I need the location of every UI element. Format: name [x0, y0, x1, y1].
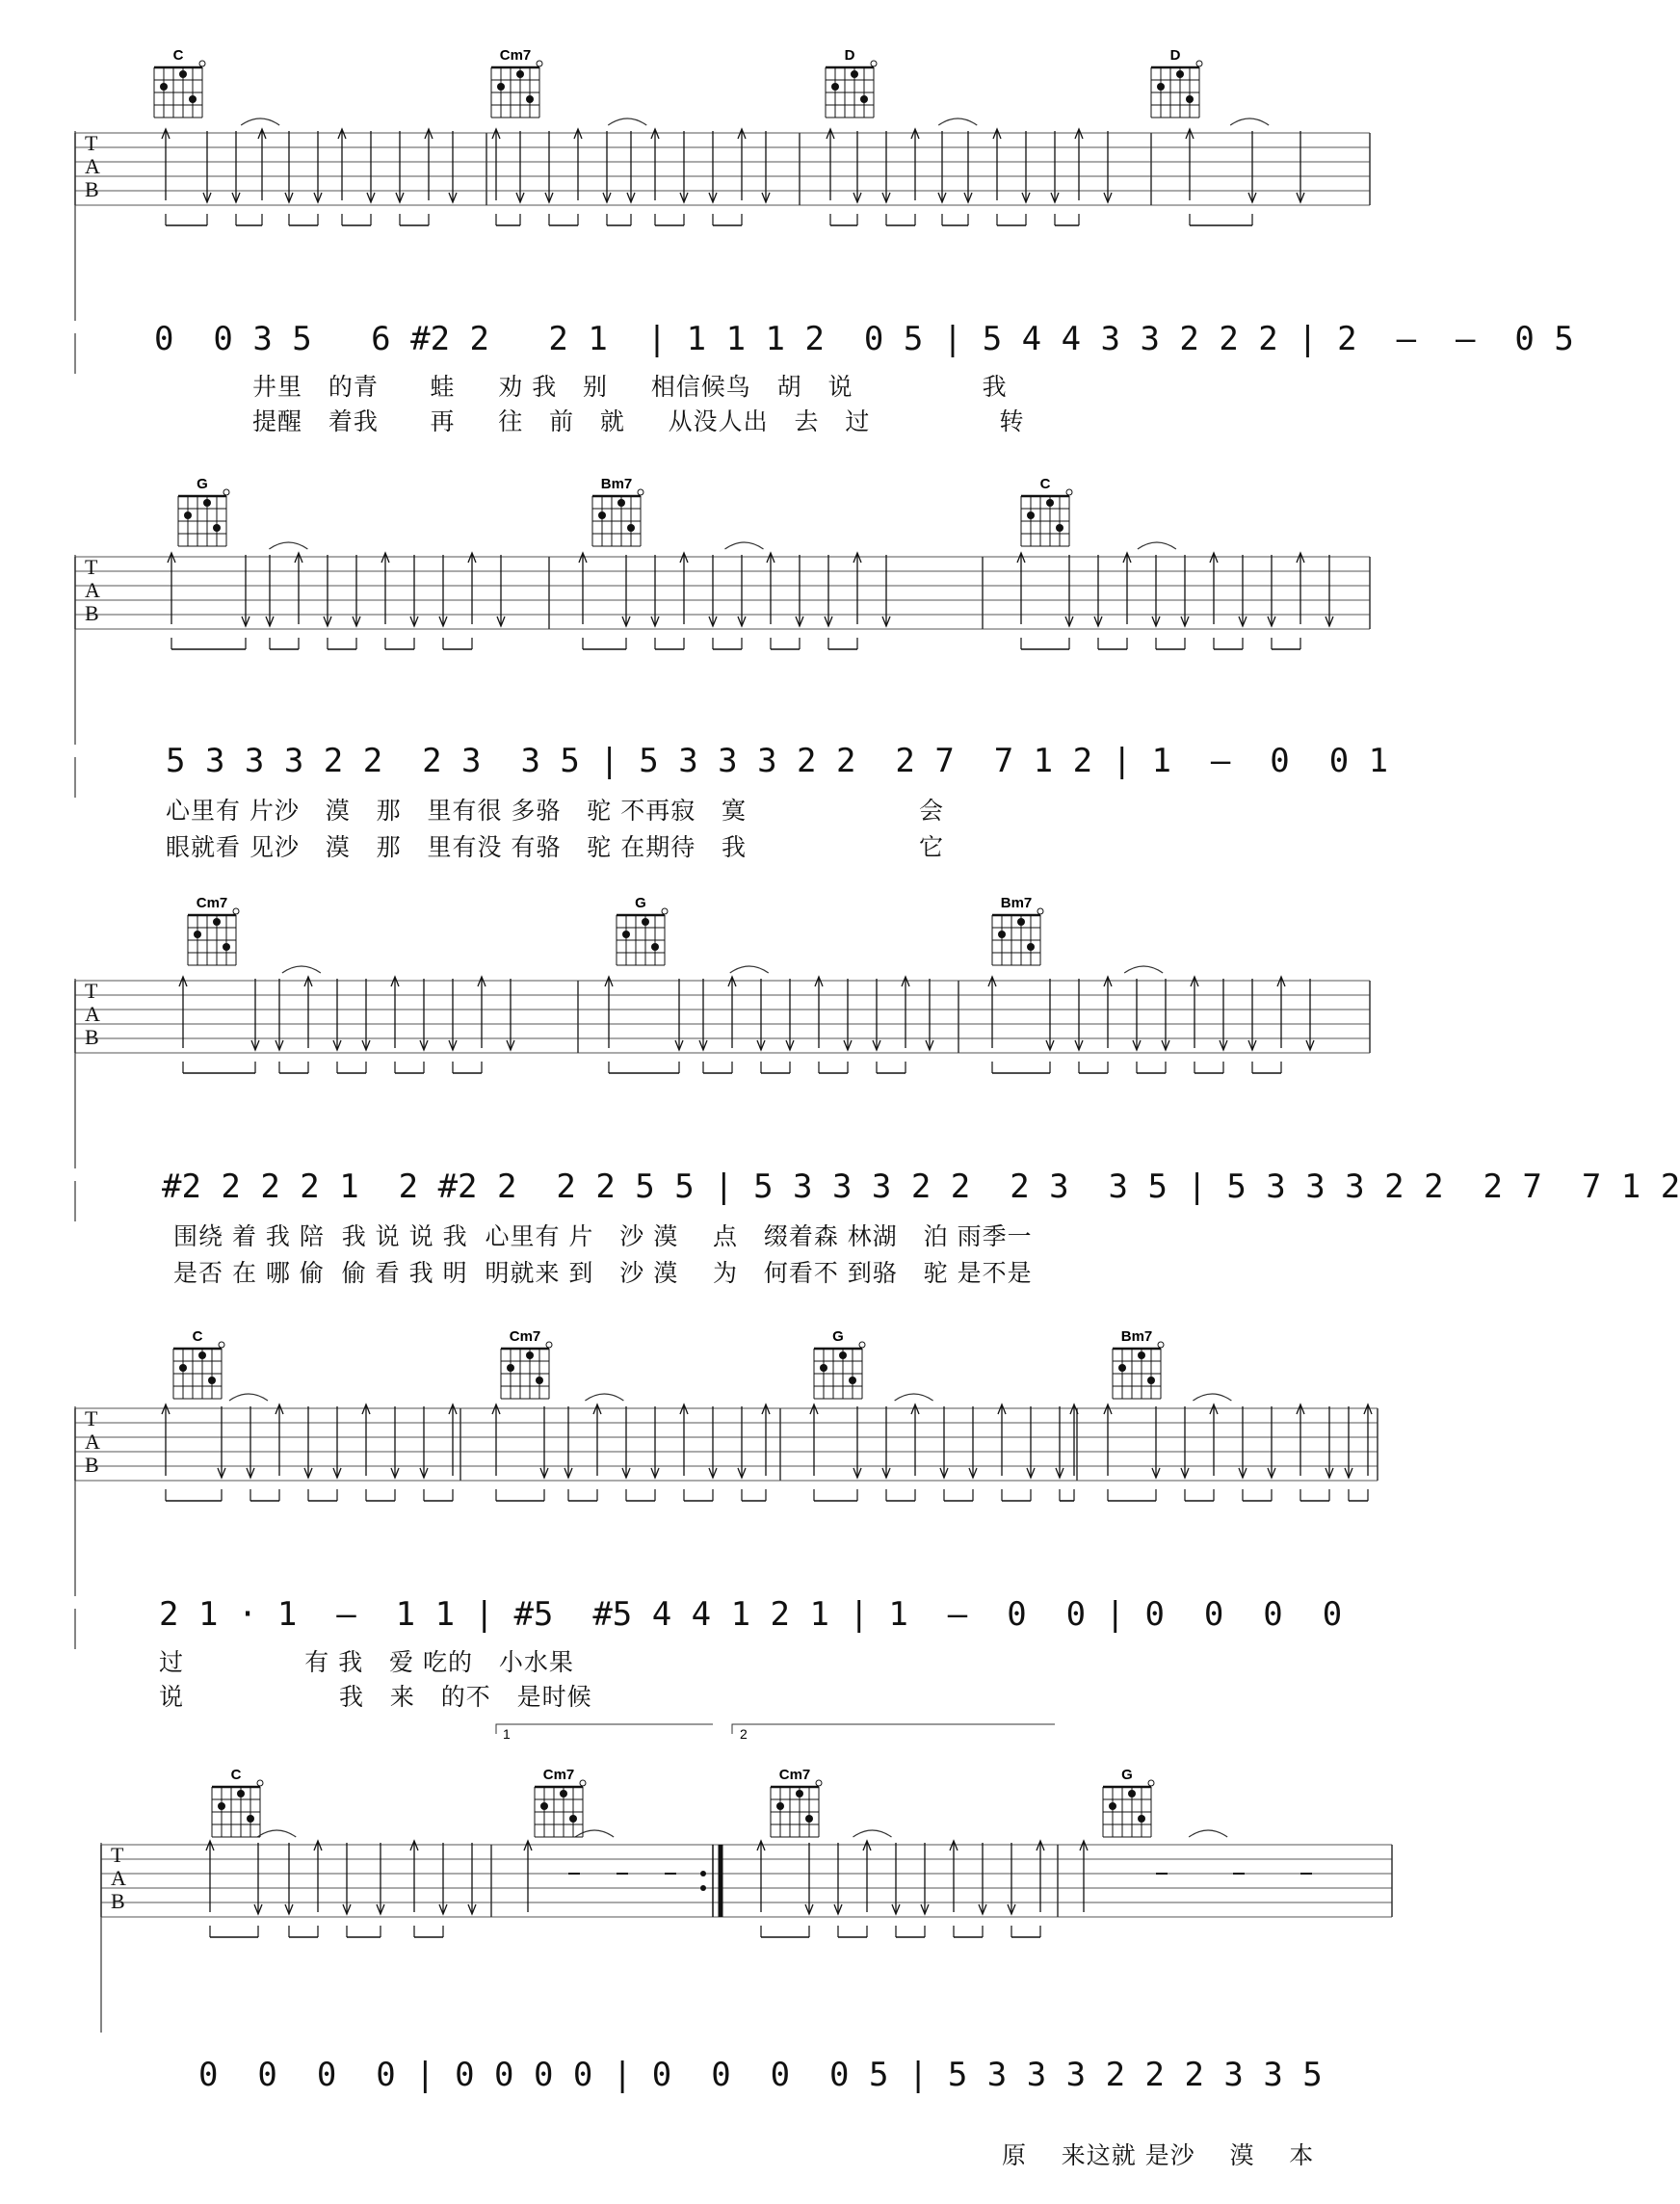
chord-diagram-5-2	[535, 1767, 586, 1837]
open-string-marker	[233, 908, 239, 914]
tie-arc	[585, 1394, 623, 1401]
tab-label-a: A	[85, 154, 100, 178]
tie-arc	[1193, 1394, 1231, 1401]
finger-dot	[560, 1790, 567, 1797]
tie-arc	[1230, 118, 1269, 125]
open-string-marker	[223, 489, 229, 495]
finger-dot	[627, 524, 635, 532]
finger-dot	[622, 931, 630, 938]
open-string-marker	[257, 1780, 263, 1786]
chord-diagram-3-1	[188, 895, 239, 965]
chord-name: Bm7	[1000, 895, 1033, 911]
finger-dot	[179, 70, 187, 78]
finger-dot	[1176, 70, 1184, 78]
finger-dot	[642, 918, 649, 926]
chord-name: C	[172, 47, 184, 64]
finger-dot	[516, 70, 524, 78]
finger-dot	[223, 943, 230, 951]
repeat-dot	[700, 1871, 706, 1876]
finger-dot	[189, 95, 197, 103]
chord-diagram-2-2	[592, 476, 643, 546]
chord-name: C	[1039, 476, 1051, 492]
finger-dot	[1027, 943, 1035, 951]
tab-label-a: A	[111, 1866, 126, 1890]
open-string-marker	[1148, 1780, 1154, 1786]
tie-arc	[1124, 966, 1163, 973]
finger-dot	[179, 1364, 187, 1372]
finger-dot	[536, 1377, 543, 1384]
tie-arc	[575, 1830, 614, 1837]
chord-diagram-1-4	[1151, 47, 1202, 118]
finger-dot	[1056, 524, 1063, 532]
numbered-notation-line-4: 2 1 · 1 – 1 1 | #5 #5 4 4 1 2 1 | 1 – 0 0 | 0 0 0 0	[159, 1595, 1343, 1634]
finger-dot	[851, 70, 858, 78]
tab-label-t: T	[85, 555, 98, 579]
chord-name: G	[197, 476, 208, 492]
finger-dot	[860, 95, 868, 103]
finger-dot	[198, 1351, 206, 1359]
volta-2-bracket	[732, 1724, 1055, 1734]
tab-label-b: B	[85, 1453, 99, 1477]
finger-dot	[1109, 1802, 1116, 1810]
open-string-marker	[638, 489, 643, 495]
chord-diagrams	[154, 47, 1202, 1837]
tab-label-t: T	[85, 1406, 98, 1430]
finger-dot	[598, 512, 606, 519]
numbered-notation-line-1: 0 0 3 5 6 #2 2 2 1 | 1 1 1 2 0 5 | 5 4 4 3 3 2 2 2 | 2 – – 0 5	[154, 320, 1574, 358]
tab-label-b: B	[85, 601, 99, 625]
finger-dot	[1157, 83, 1165, 91]
finger-dot	[247, 1815, 254, 1823]
chord-diagram-1-2	[491, 47, 542, 118]
chord-diagram-5-4	[1103, 1767, 1154, 1837]
tab-label-b: B	[111, 1889, 125, 1913]
tie-arc	[608, 118, 646, 125]
chord-diagram-4-2	[501, 1328, 552, 1399]
chord-diagram-3-2	[617, 895, 668, 965]
finger-dot	[849, 1377, 856, 1384]
tab-label-a: A	[85, 1002, 100, 1026]
tie-arc	[1138, 542, 1176, 549]
tie-arc	[895, 1394, 933, 1401]
tie-arc	[853, 1830, 892, 1837]
chord-name: Bm7	[600, 476, 633, 492]
lyric-line-4b: 说 我 来 的不 是时候	[159, 1683, 592, 1711]
finger-dot	[998, 931, 1006, 938]
finger-dot	[805, 1815, 813, 1823]
finger-dot	[203, 499, 211, 507]
tie-arc	[269, 542, 307, 549]
chord-name: D	[844, 47, 855, 64]
chord-diagram-2-3	[1021, 476, 1072, 546]
lyric-line-5a: 原 来这就 是沙 漠 本	[1002, 2141, 1315, 2169]
open-string-marker	[1196, 61, 1202, 66]
lyric-line-4a: 过 有 我 爱 吃的 小水果	[159, 1648, 574, 1676]
finger-dot	[507, 1364, 514, 1372]
tie-arc	[730, 966, 769, 973]
repeat-dot	[700, 1885, 706, 1891]
numbered-notation-line-3: #2 2 2 2 1 2 #2 2 2 2 5 5 | 5 3 3 3 2 2 2 3 3 5 | 5 3 3 3 2 2 2 7 7 1 2	[162, 1168, 1680, 1206]
chord-name: Bm7	[1120, 1328, 1153, 1345]
open-string-marker	[1158, 1342, 1164, 1348]
chord-name: Cm7	[778, 1767, 811, 1783]
open-string-marker	[546, 1342, 552, 1348]
lyric-line-1a: 井里 的青 蛙 劝 我 别 相信候鸟 胡 说 我	[252, 373, 1008, 401]
tab-label-a: A	[85, 1430, 100, 1454]
open-string-marker	[219, 1342, 224, 1348]
tab-label-t: T	[85, 979, 98, 1003]
finger-dot	[540, 1802, 548, 1810]
open-string-marker	[199, 61, 205, 66]
finger-dot	[651, 943, 659, 951]
chord-diagram-4-4	[1113, 1328, 1164, 1399]
finger-dot	[1138, 1815, 1145, 1823]
chord-name: G	[635, 895, 646, 911]
tie-arc	[725, 542, 764, 549]
tie-arc	[282, 966, 321, 973]
tab-label-b: B	[85, 1025, 99, 1049]
chord-diagram-5-1	[212, 1767, 263, 1837]
finger-dot	[831, 83, 839, 91]
finger-dot	[839, 1351, 847, 1359]
open-string-marker	[871, 61, 877, 66]
open-string-marker	[859, 1342, 865, 1348]
chord-name: Cm7	[196, 895, 228, 911]
tie-arc	[1189, 1830, 1227, 1837]
numbered-notation-line-5: 0 0 0 0 | 0 0 0 0 | 0 0 0 0 5 | 5 3 3 3 2 2 2 3 3 5	[198, 2056, 1323, 2094]
tab-label-t: T	[111, 1843, 124, 1867]
chord-name: Cm7	[542, 1767, 575, 1783]
chord-diagram-3-3	[992, 895, 1043, 965]
numbered-notation-line-2: 5 3 3 3 2 2 2 3 3 5 | 5 3 3 3 2 2 2 7 7 1 2 | 1 – 0 0 1	[166, 742, 1389, 780]
volta-2-label: 2	[740, 1726, 748, 1742]
open-string-marker	[1066, 489, 1072, 495]
tie-arc	[241, 118, 279, 125]
finger-dot	[1138, 1351, 1145, 1359]
finger-dot	[526, 1351, 534, 1359]
finger-dot	[160, 83, 168, 91]
open-string-marker	[662, 908, 668, 914]
chord-diagram-2-1	[178, 476, 229, 546]
chord-name: C	[230, 1767, 242, 1783]
lyric-line-3a: 围绕 着 我 陪 我 说 说 我 心里有 片 沙 漠 点 缀着森 林湖 泊 雨季一	[173, 1222, 1033, 1250]
finger-dot	[569, 1815, 577, 1823]
lyric-line-1b: 提醒 着我 再 往 前 就 从没人出 去 过 转	[252, 407, 1025, 435]
finger-dot	[820, 1364, 827, 1372]
finger-dot	[1186, 95, 1194, 103]
finger-dot	[1046, 499, 1054, 507]
tab-label-a: A	[85, 578, 100, 602]
tie-arc	[229, 1394, 268, 1401]
chord-name: G	[832, 1328, 844, 1345]
open-string-marker	[1037, 908, 1043, 914]
chord-name: D	[1169, 47, 1181, 64]
chord-name: Cm7	[509, 1328, 541, 1345]
tab-label-b: B	[85, 177, 99, 201]
chord-name: G	[1121, 1767, 1133, 1783]
finger-dot	[1147, 1377, 1155, 1384]
tie-arc	[938, 118, 977, 125]
finger-dot	[213, 524, 221, 532]
lyric-line-2b: 眼就看 见沙 漠 那 里有没 有骆 驼 在期待 我 它	[166, 833, 944, 861]
open-string-marker	[537, 61, 542, 66]
tie-arc	[257, 1830, 296, 1837]
finger-dot	[796, 1790, 803, 1797]
chord-name: C	[192, 1328, 203, 1345]
finger-dot	[1128, 1790, 1136, 1797]
tab-staff-5	[101, 1830, 1392, 2033]
chord-diagram-4-3	[814, 1328, 865, 1399]
finger-dot	[237, 1790, 245, 1797]
volta-1-bracket	[496, 1724, 713, 1734]
finger-dot	[1027, 512, 1035, 519]
chord-diagram-1-1	[154, 47, 205, 118]
finger-dot	[1118, 1364, 1126, 1372]
finger-dot	[208, 1377, 216, 1384]
open-string-marker	[580, 1780, 586, 1786]
volta-1-label: 1	[503, 1726, 511, 1742]
finger-dot	[497, 83, 505, 91]
tab-label-t: T	[85, 131, 98, 155]
lyric-line-2a: 心里有 片沙 漠 那 里有很 多骆 驼 不再寂 寞 会	[166, 797, 944, 825]
finger-dot	[194, 931, 201, 938]
chord-name: Cm7	[499, 47, 532, 64]
finger-dot	[1017, 918, 1025, 926]
finger-dot	[617, 499, 625, 507]
open-string-marker	[816, 1780, 822, 1786]
chord-diagram-4-1	[173, 1328, 224, 1399]
finger-dot	[218, 1802, 225, 1810]
finger-dot	[184, 512, 192, 519]
chord-diagram-1-3	[826, 47, 877, 118]
finger-dot	[776, 1802, 784, 1810]
finger-dot	[526, 95, 534, 103]
chord-diagram-5-3	[771, 1767, 822, 1837]
lyric-line-3b: 是否 在 哪 偷 偷 看 我 明 明就来 到 沙 漠 为 何看不 到骆 驼 是不是	[173, 1259, 1033, 1287]
finger-dot	[213, 918, 221, 926]
